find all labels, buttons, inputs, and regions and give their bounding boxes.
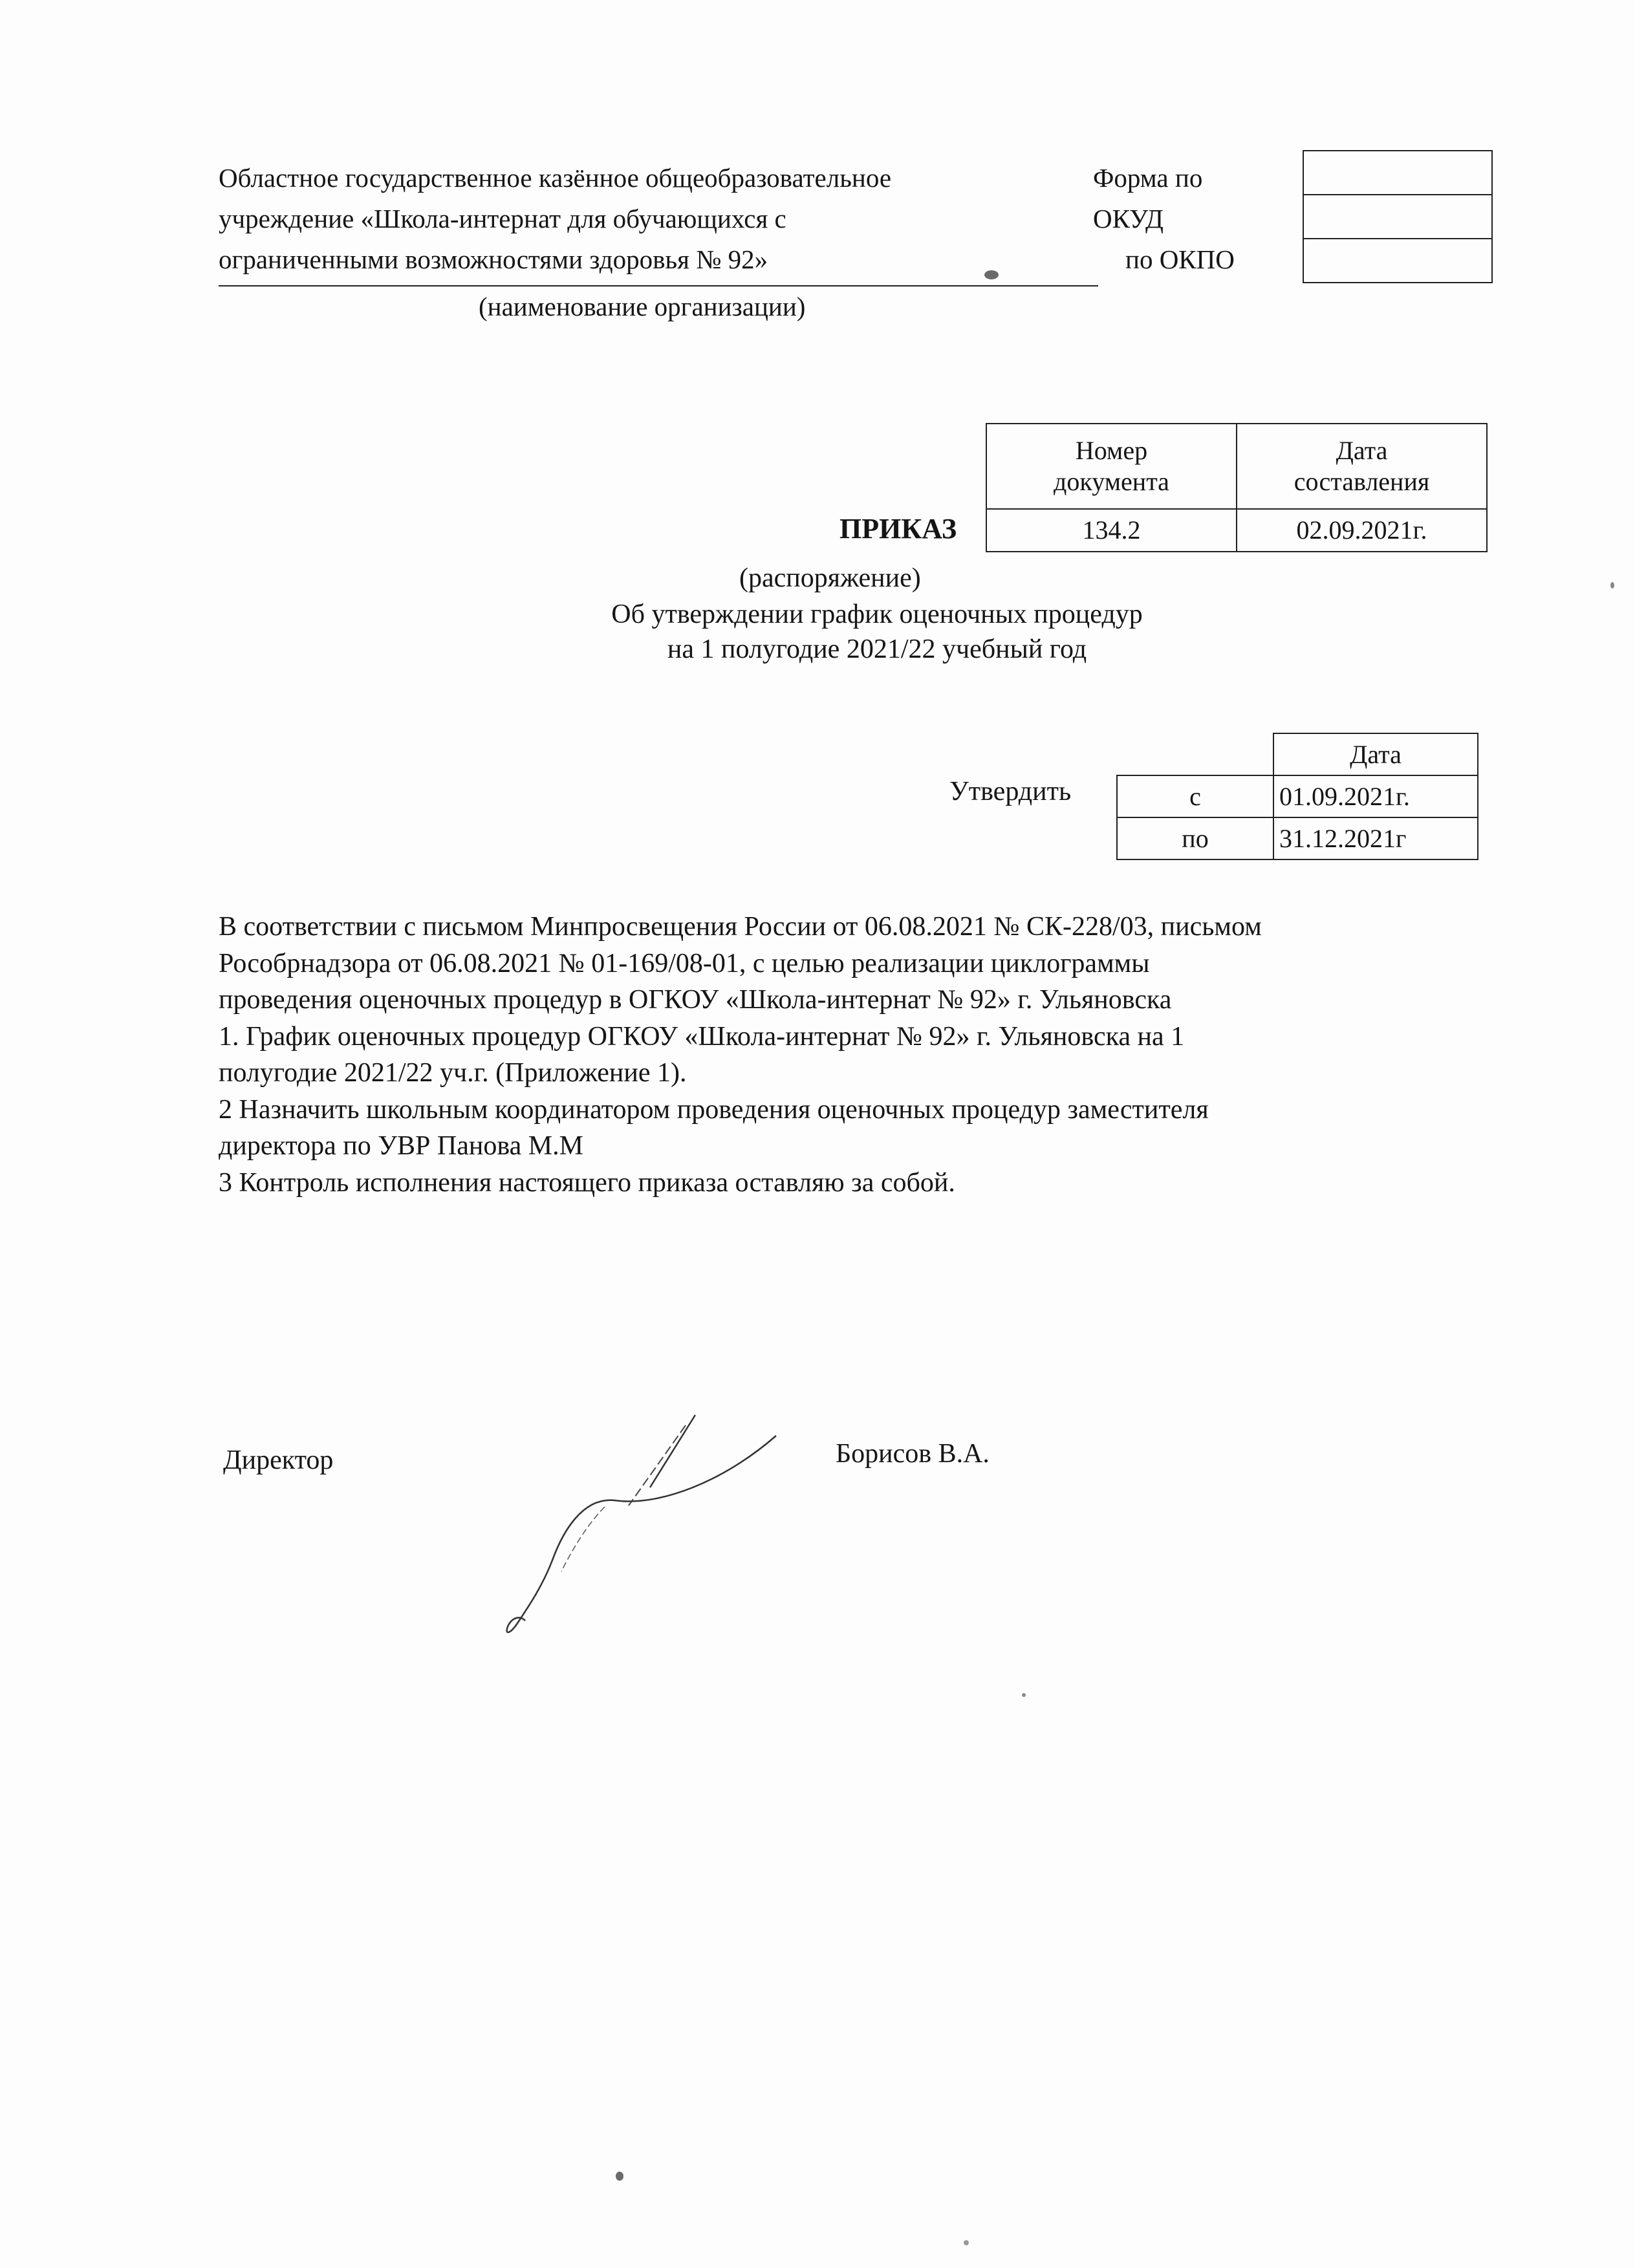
body-line: 1. График оценочных процедур ОГКОУ «Школа-интернат № 92» г. Ульяновска на 1	[219, 1021, 1185, 1052]
body-line: В соответствии с письмом Минпросвещения России от 06.08.2021 № СК-228/03, письмом	[219, 912, 1262, 942]
signature-name: Борисов В.А.	[836, 1439, 990, 1469]
organization-name	[219, 158, 1098, 286]
approval-to-label: по	[1117, 817, 1273, 859]
body-line: 3 Контроль исполнения настоящего приказа оставляю за собой.	[219, 1167, 955, 1198]
body-line: 2 Назначить школьным координатором проведения оценочных процедур заместителя	[219, 1094, 1209, 1125]
scan-speck	[616, 2172, 623, 2181]
organization-line-3: ограниченными возможностями здоровья № 92»	[219, 244, 768, 274]
order-title: ПРИКАЗ	[839, 513, 957, 545]
approval-blank-cell	[1117, 733, 1273, 775]
form-codes-table	[1303, 150, 1493, 283]
document-info-table	[986, 423, 1488, 552]
order-body	[219, 909, 1512, 1201]
number-header: Номер документа	[986, 424, 1237, 509]
form-code-labels	[1093, 158, 1235, 280]
organization-caption: (наименование организации)	[479, 292, 806, 321]
order-subtitle: (распоряжение)	[739, 563, 921, 593]
scan-speck	[984, 270, 999, 279]
approval-to-date: 31.12.2021г	[1273, 817, 1478, 859]
scan-speck	[1610, 582, 1614, 589]
approval-from-date: 01.09.2021г.	[1273, 775, 1478, 817]
body-line: проведения оценочных процедур в ОГКОУ «Школа-интернат № 92» г. Ульяновска	[219, 985, 1172, 1015]
order-subject-line-2: на 1 полугодие 2021/22 учебный год	[667, 634, 1087, 664]
approval-table	[1116, 733, 1478, 860]
scan-speck	[1022, 1693, 1026, 1697]
organization-line-2: учреждение «Школа-интернат для обучающихся с	[219, 204, 786, 233]
body-line: директора по УВР Панова М.М	[219, 1131, 583, 1161]
body-line: Рособрнадзора от 06.08.2021 № 01-169/08-01, с целью реализации циклограммы	[219, 948, 1150, 978]
okpo-code-cell	[1303, 239, 1492, 283]
document-date: 02.09.2021г.	[1237, 509, 1487, 552]
order-subject-line-1: Об утверждении график оценочных процедур	[611, 599, 1143, 629]
okud-label: ОКУД	[1093, 204, 1164, 233]
date-header: Дата составления	[1237, 424, 1487, 509]
approval-date-header: Дата	[1273, 733, 1478, 775]
body-line: полугодие 2021/22 уч.г. (Приложение 1).	[219, 1058, 687, 1088]
document-number: 134.2	[986, 509, 1237, 552]
scan-speck	[964, 2240, 969, 2245]
organization-line-1: Областное государственное казённое общеобразовательное	[219, 163, 892, 193]
approval-from-label: с	[1117, 775, 1273, 817]
okpo-label: по ОКПО	[1125, 244, 1235, 274]
okud-code-cell	[1303, 195, 1492, 239]
form-label: Форма по	[1093, 163, 1203, 193]
form-code-cell	[1303, 151, 1492, 195]
handwritten-signature	[492, 1410, 789, 1643]
approve-label: Утвердить	[949, 777, 1072, 806]
signature-position: Директор	[223, 1445, 334, 1475]
